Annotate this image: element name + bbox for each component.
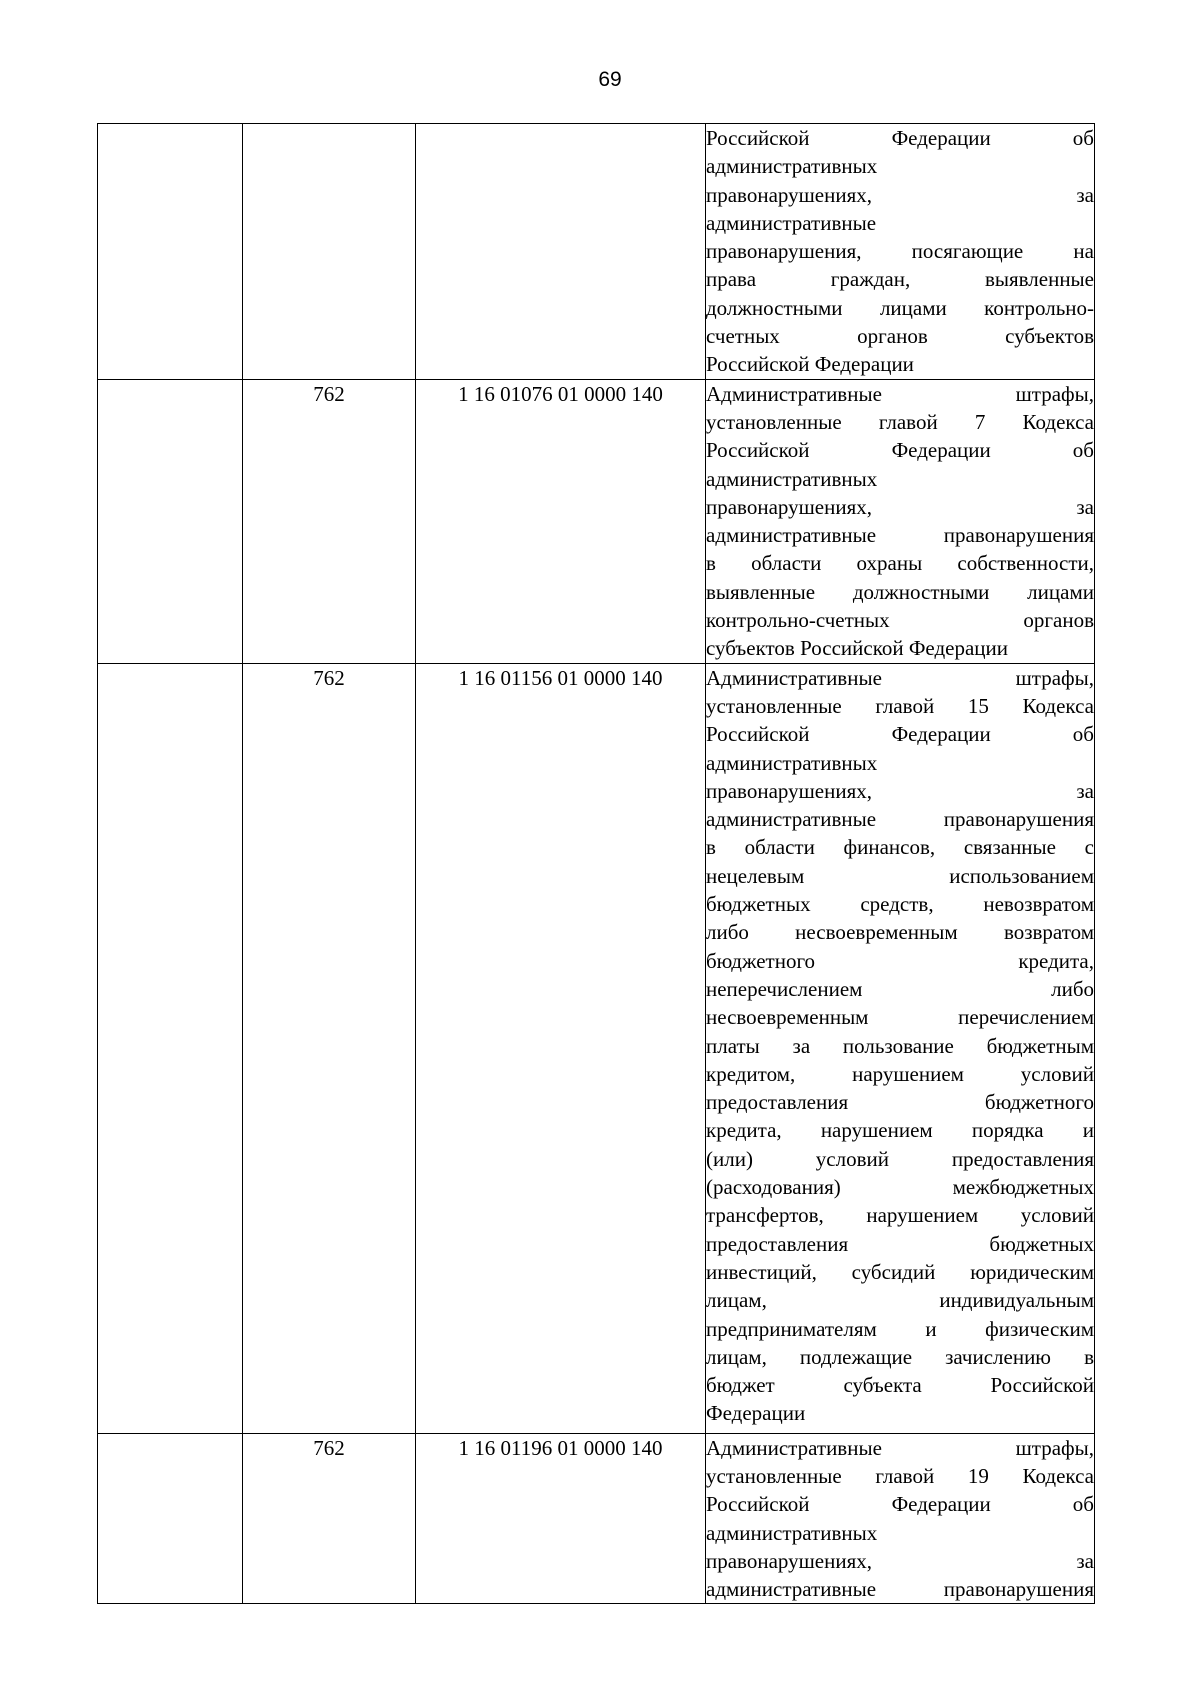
description-line: бюджетного кредита, [706,948,1094,973]
description-line: бюджетных средств, невозвратом [706,892,1094,917]
description-line: правонарушениях, за [706,182,1094,207]
description-line: должностными лицами контрольно- [706,295,1094,320]
budget-code-cell: 1 16 01156 01 0000 140 [416,663,706,1433]
description-line: трансфертов, нарушением условий [706,1203,1094,1228]
administrator-code-cell: 762 [243,663,416,1433]
description-line: кредита, нарушением порядка и [706,1118,1094,1143]
empty-cell [98,379,243,663]
description-line: предоставления бюджетных [706,1231,1094,1256]
table-row [98,1433,1095,1604]
description-line: административных [706,154,878,179]
description-line: несвоевременным перечислением [706,1005,1094,1030]
description-line: счетных органов субъектов [706,324,1094,349]
description-line: нецелевым использованием [706,863,1094,888]
description-line: инвестиций, субсидий юридическим [706,1259,1094,1284]
description-line: субъектов Российской Федерации [706,636,1009,661]
table-row [98,379,1095,663]
administrator-code-cell [243,124,416,380]
revenue-description-cell [706,1433,1095,1604]
budget-code-cell: 1 16 01076 01 0000 140 [416,379,706,663]
page-number: 69 [598,68,622,91]
description-line: платы за пользование бюджетным [706,1033,1094,1058]
description-line: установленные главой 19 Кодекса [706,1463,1094,1488]
budget-classification-table [97,123,1095,1604]
description-line: административных [706,466,878,491]
table-row [98,124,1095,380]
description-line: административных [706,750,878,775]
description-line: Административные штрафы, [706,665,1094,690]
administrator-code-cell: 762 [243,379,416,663]
empty-cell [98,124,243,380]
description-line: установленные главой 15 Кодекса [706,693,1094,718]
description-line: Российской Федерации об [706,126,1094,150]
description-line: Федерации [706,1401,806,1426]
description-line: права граждан, выявленные [706,267,1094,292]
revenue-description-cell [706,124,1095,380]
description-line: Российской Федерации об [706,722,1094,747]
description-line: (или) условий предоставления [706,1146,1094,1171]
description-line: либо несвоевременным возвратом [706,920,1094,945]
description-line: в области финансов, связанные с [706,835,1094,860]
description-line: в области охраны собственности, [706,551,1094,576]
description-line: кредитом, нарушением условий [706,1061,1094,1086]
description-line: Российской Федерации об [706,438,1094,463]
table-row [98,663,1095,1433]
description-line: предоставления бюджетного [706,1090,1094,1115]
description-line: правонарушениях, за [706,778,1094,803]
description-line: административные правонарушения [706,1577,1094,1602]
description-line: Административные штрафы, [706,1435,1094,1460]
description-line: контрольно-счетных органов [706,608,1094,633]
description-line: правонарушения, посягающие на [706,239,1094,264]
description-line: лицам, подлежащие зачислению в [706,1344,1094,1369]
description-line: административные правонарушения [706,523,1094,548]
budget-code-cell [416,124,706,380]
description-line: Административные штрафы, [706,381,1094,406]
description-line: установленные главой 7 Кодекса [706,409,1094,434]
description-line: административные [706,210,877,235]
description-line: бюджет субъекта Российской [706,1373,1094,1398]
revenue-description-cell [706,663,1095,1433]
description-line: Российской Федерации об [706,1492,1094,1517]
empty-cell [98,1433,243,1604]
description-line: административных [706,1520,878,1545]
description-line: правонарушениях, за [706,1548,1094,1573]
description-line: выявленные должностными лицами [706,579,1094,604]
empty-cell [98,663,243,1433]
administrator-code-cell: 762 [243,1433,416,1604]
description-line: Российской Федерации [706,352,914,377]
revenue-description-cell [706,379,1095,663]
description-line: лицам, индивидуальным [706,1288,1094,1313]
description-line: предпринимателям и физическим [706,1316,1094,1341]
description-line: неперечислением либо [706,976,1094,1001]
description-line: (расходования) межбюджетных [706,1175,1094,1200]
description-line: административные правонарушения [706,807,1094,832]
description-line: правонарушениях, за [706,494,1094,519]
budget-code-cell: 1 16 01196 01 0000 140 [416,1433,706,1604]
